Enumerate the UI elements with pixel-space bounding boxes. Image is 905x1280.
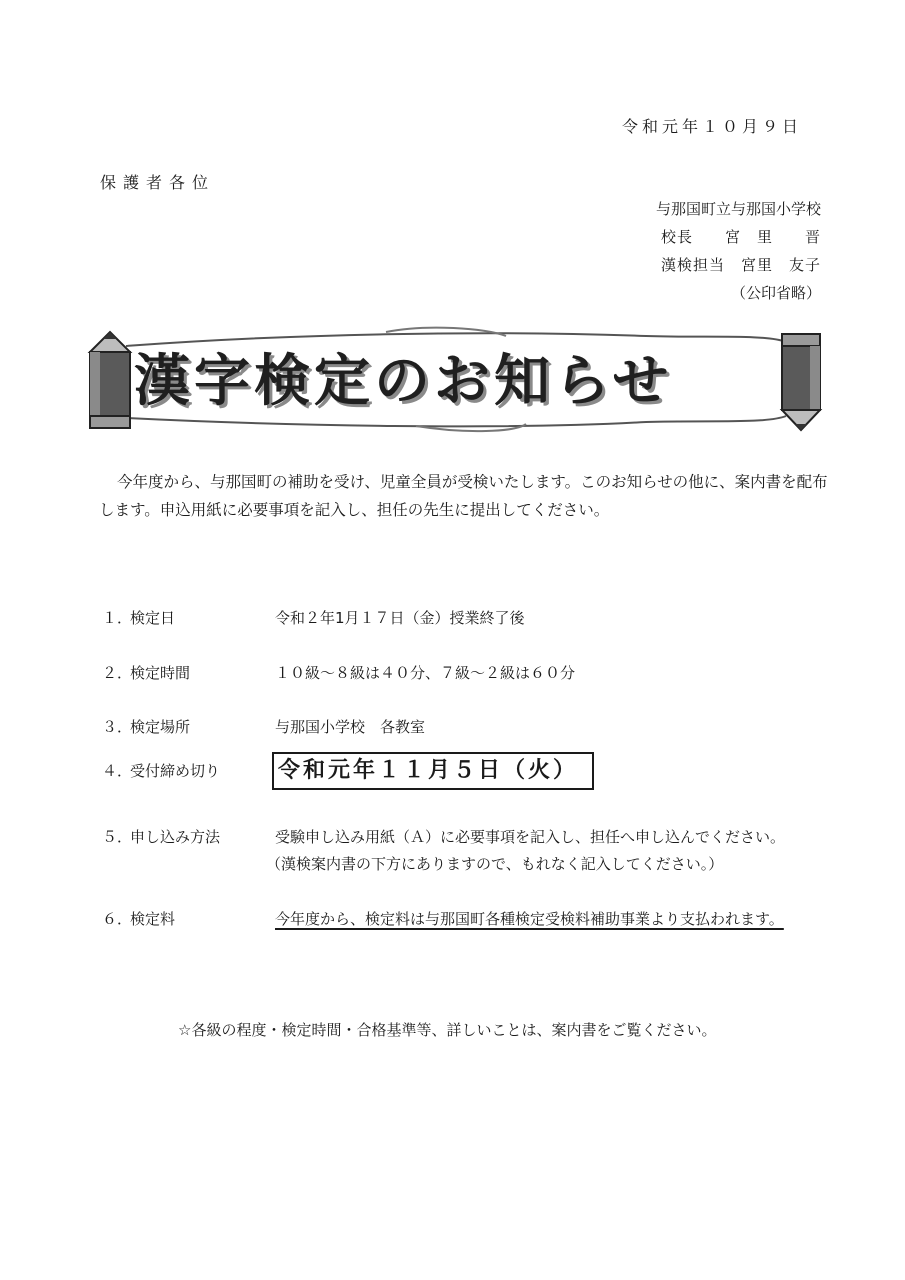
seal-omitted-note: （公印省略） [730, 284, 821, 302]
left-pencil-icon [90, 332, 130, 428]
item-label-deadline: 受付締め切り [130, 762, 221, 780]
sender-principal: 校長 宮 里 晋 [660, 228, 821, 246]
item-value-application-method: 受験申し込み用紙（Ａ）に必要事項を記入し、担任へ申し込んでください。 [275, 828, 786, 846]
item-value-exam-fee: 今年度から、検定料は与那国町各種検定受検料補助事業より支払われます。 [275, 910, 784, 928]
intro-paragraph: 今年度から、与那国町の補助を受け、児童全員が受検いたします。このお知らせの他に、案内書を配布します。申込用紙に必要事項を記入し、担任の先生に提出してください。 [99, 473, 828, 519]
item-number: １． [102, 609, 133, 627]
application-note: （漢検案内書の下方にありますので、もれなく記入してください。） [266, 855, 724, 873]
item-label-exam-place: 検定場所 [130, 718, 191, 736]
item-value-exam-place: 与那国小学校 各教室 [275, 718, 426, 736]
footnote: ☆各級の程度・検定時間・合格基準等、詳しいことは、案内書をご覧ください。 [178, 1021, 717, 1039]
item-label-application-method: 申し込み方法 [130, 828, 221, 846]
item-number: ６． [102, 910, 133, 928]
item-label-exam-time: 検定時間 [130, 664, 191, 682]
item-label-exam-fee: 検定料 [130, 910, 176, 928]
item-label-exam-date: 検定日 [130, 609, 176, 627]
recipient: 保護者各位 [100, 173, 216, 192]
document-date: 令和元年１０月９日 [622, 117, 803, 136]
item-number: ２． [102, 664, 133, 682]
sender-kanken-contact: 漢検担当 宮里 友子 [660, 256, 821, 274]
deadline-box: 令和元年１１月５日（火） [272, 752, 594, 790]
sender-school: 与那国町立与那国小学校 [655, 200, 821, 218]
item-number: ３． [102, 718, 133, 736]
banner-title: 漢字検定のお知らせ [134, 349, 673, 414]
item-number: ５． [102, 828, 133, 846]
item-value-exam-time: １０級～８級は４０分、７級～２級は６０分 [275, 664, 576, 682]
right-pencil-icon [782, 334, 820, 430]
item-number: ４． [102, 762, 133, 780]
item-value-exam-date: 令和２年1月１７日（金）授業終了後 [275, 609, 525, 627]
